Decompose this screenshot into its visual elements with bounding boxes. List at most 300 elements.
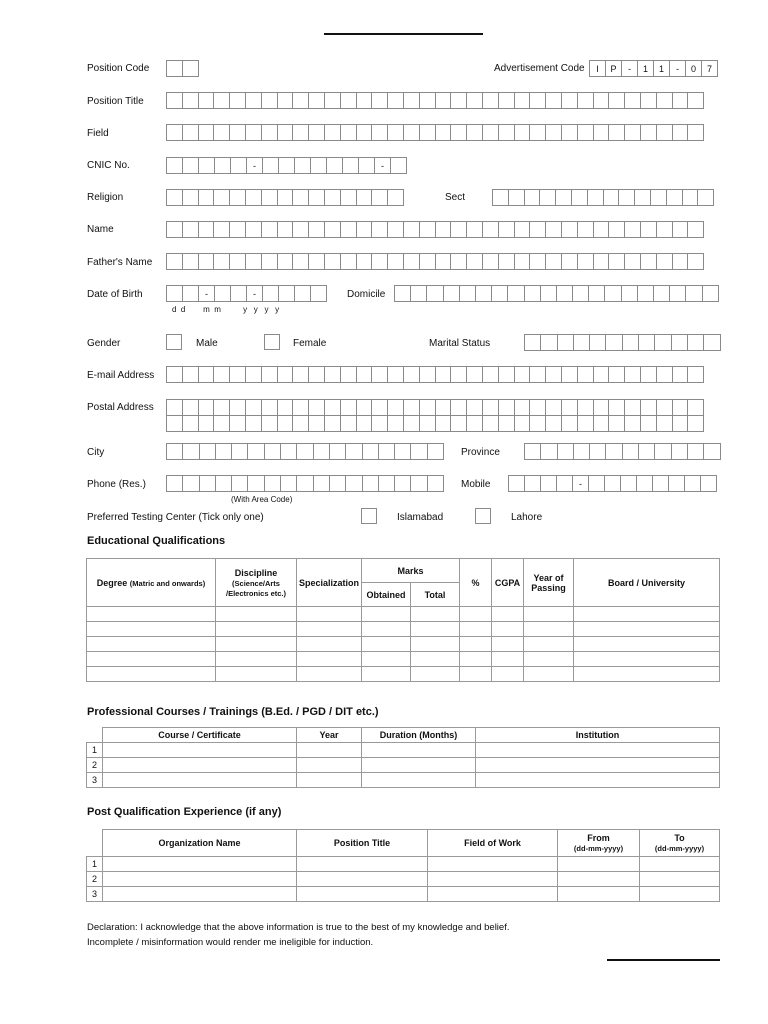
char-box[interactable] [621,285,638,302]
char-box[interactable] [435,253,452,270]
char-box[interactable] [482,221,499,238]
char-box[interactable] [387,92,404,109]
char-box[interactable] [166,285,183,302]
char-box[interactable] [529,124,546,141]
char-box[interactable] [198,157,215,174]
char-box[interactable] [278,157,295,174]
char-box[interactable] [292,253,309,270]
char-box[interactable] [387,253,404,270]
char-box[interactable] [371,189,388,206]
char-box[interactable] [387,189,404,206]
char-box[interactable] [387,366,404,383]
char-box[interactable] [545,253,562,270]
char-box[interactable] [561,221,578,238]
education-cell[interactable] [460,607,492,622]
char-box[interactable] [687,366,704,383]
char-box[interactable] [371,124,388,141]
char-box[interactable] [340,253,357,270]
char-box[interactable] [507,285,524,302]
char-box[interactable] [672,221,689,238]
course-cell[interactable] [103,758,297,773]
char-box[interactable] [277,399,294,416]
year-cell[interactable] [297,758,362,773]
char-box[interactable] [362,475,379,492]
char-box[interactable] [593,253,610,270]
char-box[interactable] [529,415,546,432]
char-box[interactable] [245,366,262,383]
char-box[interactable] [213,399,230,416]
education-cell[interactable] [411,607,460,622]
char-box[interactable] [561,415,578,432]
char-box[interactable] [687,399,704,416]
char-box[interactable] [668,475,685,492]
char-box[interactable] [466,221,483,238]
char-box[interactable] [213,366,230,383]
marital-status-boxes[interactable] [524,334,720,351]
char-box[interactable] [624,124,641,141]
char-box[interactable] [342,157,359,174]
char-box[interactable] [261,92,278,109]
char-box[interactable] [608,399,625,416]
char-box[interactable] [394,475,411,492]
char-box[interactable] [308,415,325,432]
char-box[interactable] [514,221,531,238]
char-box[interactable] [198,399,215,416]
char-box[interactable] [498,221,515,238]
education-cell[interactable] [492,607,524,622]
char-box[interactable] [166,189,183,206]
char-box[interactable] [356,399,373,416]
char-box[interactable] [277,415,294,432]
char-box[interactable] [466,92,483,109]
char-box[interactable] [387,124,404,141]
char-box[interactable] [589,334,606,351]
postal-address-boxes-2[interactable] [166,415,703,432]
char-box[interactable] [371,221,388,238]
char-box[interactable] [308,124,325,141]
char-box[interactable] [182,475,199,492]
education-cell[interactable] [574,667,720,682]
char-box[interactable] [410,443,427,460]
char-box[interactable] [262,285,279,302]
char-box[interactable] [640,92,657,109]
field-cell[interactable] [428,887,558,902]
char-box[interactable] [213,253,230,270]
char-box[interactable] [671,443,688,460]
char-box[interactable] [198,366,215,383]
char-box[interactable] [450,415,467,432]
char-box[interactable] [230,157,247,174]
char-box[interactable] [324,399,341,416]
char-box[interactable] [280,475,297,492]
char-box[interactable] [682,189,699,206]
education-cell[interactable] [362,652,411,667]
char-box[interactable] [356,221,373,238]
char-box[interactable] [310,157,327,174]
char-box[interactable] [482,399,499,416]
char-box[interactable] [277,221,294,238]
education-cell[interactable] [216,652,297,667]
char-box[interactable] [703,334,720,351]
char-box[interactable] [498,124,515,141]
char-box[interactable] [636,475,653,492]
education-cell[interactable] [411,622,460,637]
char-box[interactable] [545,415,562,432]
char-box[interactable] [292,399,309,416]
char-box[interactable] [561,399,578,416]
char-box[interactable] [308,92,325,109]
char-box[interactable] [540,334,557,351]
char-box[interactable] [450,92,467,109]
char-box[interactable] [620,475,637,492]
char-box[interactable] [292,124,309,141]
education-cell[interactable] [492,652,524,667]
char-box[interactable] [394,285,411,302]
char-box[interactable] [296,443,313,460]
char-box[interactable] [166,399,183,416]
education-cell[interactable] [362,607,411,622]
char-box[interactable] [199,443,216,460]
to-cell[interactable] [640,872,720,887]
char-box[interactable] [264,443,281,460]
char-box[interactable] [529,399,546,416]
char-box[interactable] [593,221,610,238]
char-box[interactable] [459,285,476,302]
char-box[interactable] [703,443,720,460]
char-box[interactable] [230,285,247,302]
education-cell[interactable] [362,667,411,682]
char-box[interactable] [277,189,294,206]
char-box[interactable] [277,124,294,141]
char-box[interactable] [356,189,373,206]
char-box[interactable] [656,92,673,109]
char-box[interactable] [514,399,531,416]
phone-boxes[interactable] [166,475,443,492]
position-cell[interactable] [297,887,428,902]
org-cell[interactable] [103,857,297,872]
char-box[interactable] [435,221,452,238]
char-box[interactable] [245,399,262,416]
education-cell[interactable] [297,607,362,622]
char-box[interactable] [435,415,452,432]
char-box[interactable] [292,189,309,206]
province-boxes[interactable] [524,443,720,460]
position-cell[interactable] [297,872,428,887]
char-box[interactable] [514,415,531,432]
char-box[interactable] [577,253,594,270]
char-box[interactable] [182,124,199,141]
char-box[interactable] [166,253,183,270]
char-box[interactable] [640,415,657,432]
char-box[interactable] [624,92,641,109]
char-box[interactable] [539,189,556,206]
char-box[interactable] [685,285,702,302]
char-box[interactable] [229,221,246,238]
char-box[interactable] [652,475,669,492]
char-box[interactable] [324,92,341,109]
char-box[interactable] [419,124,436,141]
char-box[interactable] [650,189,667,206]
duration-cell[interactable] [362,758,476,773]
char-box[interactable] [324,415,341,432]
education-cell[interactable] [87,637,216,652]
char-box[interactable] [640,366,657,383]
char-box[interactable] [427,443,444,460]
char-box[interactable] [262,157,279,174]
dob-boxes[interactable] [166,285,326,302]
char-box[interactable] [624,399,641,416]
char-box[interactable] [561,92,578,109]
char-box[interactable] [371,92,388,109]
char-box[interactable] [435,124,452,141]
char-box[interactable] [198,92,215,109]
education-cell[interactable] [492,667,524,682]
char-box[interactable] [450,221,467,238]
char-box[interactable] [198,124,215,141]
char-box[interactable] [557,443,574,460]
char-box[interactable] [618,189,635,206]
char-box[interactable] [356,415,373,432]
education-cell[interactable] [574,637,720,652]
char-box[interactable] [514,92,531,109]
education-cell[interactable] [492,637,524,652]
char-box[interactable] [340,92,357,109]
char-box[interactable] [166,475,183,492]
male-checkbox[interactable] [166,334,182,350]
education-cell[interactable] [216,637,297,652]
char-box[interactable] [529,92,546,109]
to-cell[interactable] [640,887,720,902]
char-box[interactable] [245,189,262,206]
char-box[interactable] [308,399,325,416]
char-box[interactable] [166,366,183,383]
char-box[interactable] [345,443,362,460]
education-cell[interactable] [524,637,574,652]
char-box[interactable] [638,443,655,460]
char-box[interactable] [556,475,573,492]
char-box[interactable] [697,189,714,206]
char-box[interactable] [261,399,278,416]
char-box[interactable] [482,253,499,270]
to-cell[interactable] [640,857,720,872]
char-box[interactable] [466,399,483,416]
char-box[interactable] [700,475,717,492]
char-box[interactable] [671,334,688,351]
char-box[interactable] [229,189,246,206]
char-box[interactable] [640,221,657,238]
char-box[interactable] [450,399,467,416]
char-box[interactable] [229,399,246,416]
char-box[interactable] [261,253,278,270]
char-box[interactable] [280,443,297,460]
char-box[interactable] [573,334,590,351]
char-box[interactable] [577,415,594,432]
char-box[interactable] [324,189,341,206]
char-box[interactable] [540,285,557,302]
char-box[interactable] [482,92,499,109]
char-box[interactable] [294,157,311,174]
char-box[interactable] [229,415,246,432]
char-box[interactable] [356,124,373,141]
year-cell[interactable] [297,773,362,788]
char-box[interactable] [410,475,427,492]
char-box[interactable] [593,415,610,432]
course-cell[interactable] [103,743,297,758]
char-box[interactable] [245,124,262,141]
char-box[interactable] [198,221,215,238]
education-cell[interactable] [362,637,411,652]
char-box[interactable] [450,366,467,383]
char-box[interactable] [514,253,531,270]
duration-cell[interactable] [362,743,476,758]
char-box[interactable] [182,399,199,416]
char-box[interactable] [340,124,357,141]
char-box[interactable] [247,443,264,460]
char-box[interactable] [687,334,704,351]
char-box[interactable] [229,253,246,270]
char-box[interactable] [213,221,230,238]
char-box[interactable] [419,366,436,383]
education-cell[interactable] [524,622,574,637]
from-cell[interactable] [558,872,640,887]
char-box[interactable] [166,124,183,141]
char-box[interactable] [577,399,594,416]
char-box[interactable] [427,475,444,492]
char-box[interactable] [199,475,216,492]
char-box[interactable] [261,221,278,238]
char-box[interactable] [403,221,420,238]
char-box[interactable] [371,253,388,270]
char-box[interactable] [403,253,420,270]
char-box[interactable] [466,415,483,432]
education-cell[interactable] [492,622,524,637]
char-box[interactable] [371,399,388,416]
char-box[interactable] [702,285,719,302]
char-box[interactable] [214,157,231,174]
char-box[interactable] [292,366,309,383]
char-box[interactable] [514,366,531,383]
char-box[interactable] [419,399,436,416]
char-box[interactable] [640,124,657,141]
char-box[interactable] [498,253,515,270]
education-cell[interactable] [524,652,574,667]
char-box[interactable] [524,334,541,351]
char-box[interactable] [229,124,246,141]
char-box[interactable] [622,334,639,351]
char-box[interactable] [390,157,407,174]
char-box[interactable] [608,221,625,238]
char-box[interactable] [608,92,625,109]
char-box[interactable] [603,189,620,206]
char-box[interactable] [593,92,610,109]
char-box[interactable] [687,415,704,432]
institution-cell[interactable] [476,743,720,758]
char-box[interactable] [634,189,651,206]
char-box[interactable] [572,285,589,302]
char-box[interactable] [410,285,427,302]
char-box[interactable] [593,124,610,141]
char-box[interactable] [277,366,294,383]
char-box[interactable] [624,253,641,270]
char-box[interactable] [182,366,199,383]
sect-boxes[interactable] [492,189,713,206]
char-box[interactable] [672,415,689,432]
char-box[interactable] [213,92,230,109]
char-box[interactable] [672,92,689,109]
field-cell[interactable] [428,872,558,887]
char-box[interactable] [561,124,578,141]
char-box[interactable] [356,253,373,270]
char-box[interactable] [324,124,341,141]
char-box[interactable] [638,334,655,351]
char-box[interactable] [608,366,625,383]
char-box[interactable] [340,399,357,416]
education-cell[interactable] [297,667,362,682]
char-box[interactable] [604,285,621,302]
char-box[interactable] [294,285,311,302]
char-box[interactable] [624,366,641,383]
char-box[interactable] [261,124,278,141]
char-box[interactable] [310,285,327,302]
char-box[interactable] [198,415,215,432]
char-box[interactable] [308,189,325,206]
char-box[interactable] [292,221,309,238]
char-box[interactable] [654,334,671,351]
education-cell[interactable] [297,622,362,637]
char-box[interactable] [278,285,295,302]
char-box[interactable] [672,253,689,270]
field-boxes[interactable] [166,124,703,141]
char-box[interactable] [166,443,183,460]
char-box[interactable] [514,124,531,141]
char-box[interactable] [672,366,689,383]
char-box[interactable] [466,253,483,270]
char-box[interactable] [419,221,436,238]
education-cell[interactable] [574,652,720,667]
char-box[interactable] [292,92,309,109]
city-boxes[interactable] [166,443,443,460]
char-box[interactable] [656,399,673,416]
char-box[interactable] [482,124,499,141]
char-box[interactable] [308,221,325,238]
char-box[interactable] [378,475,395,492]
char-box[interactable] [475,285,492,302]
email-boxes[interactable] [166,366,703,383]
char-box[interactable] [426,285,443,302]
char-box[interactable] [324,221,341,238]
education-cell[interactable] [411,667,460,682]
char-box[interactable] [387,415,404,432]
char-box[interactable] [540,475,557,492]
from-cell[interactable] [558,857,640,872]
char-box[interactable] [198,189,215,206]
char-box[interactable] [653,285,670,302]
char-box[interactable] [313,443,330,460]
org-cell[interactable] [103,887,297,902]
char-box[interactable] [182,285,199,302]
education-cell[interactable] [87,667,216,682]
char-box[interactable] [687,124,704,141]
char-box[interactable] [182,189,199,206]
char-box[interactable] [213,189,230,206]
char-box[interactable] [261,189,278,206]
char-box[interactable] [482,366,499,383]
char-box[interactable] [561,253,578,270]
char-box[interactable] [296,475,313,492]
char-box[interactable] [371,366,388,383]
char-box[interactable] [577,92,594,109]
char-box[interactable] [529,366,546,383]
